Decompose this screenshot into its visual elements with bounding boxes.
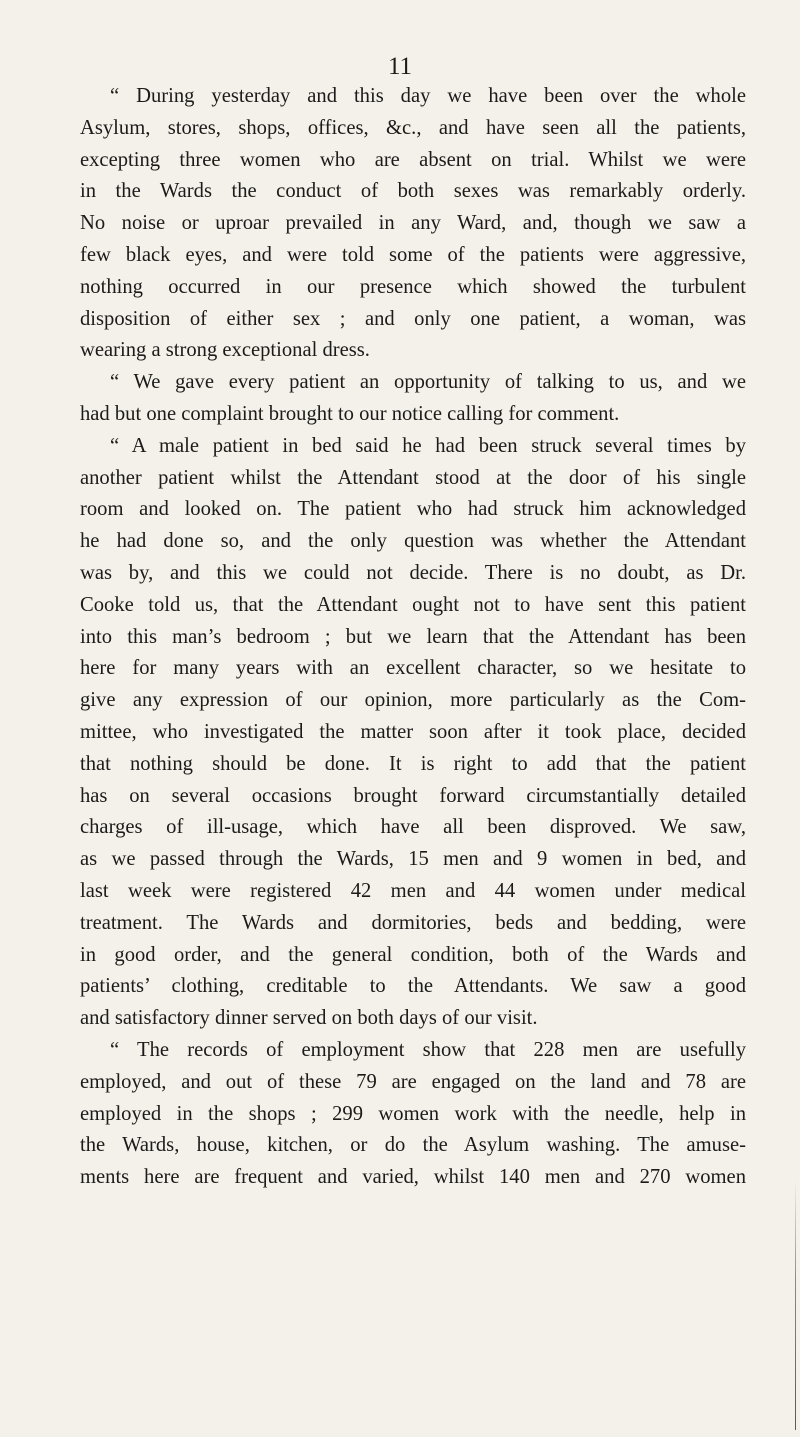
text-line: into this man’s bedroom ; but we learn that the Attendant has been (80, 625, 746, 648)
text-line: the Wards, house, kitchen, or do the Asylum washing. The amuse- (80, 1134, 746, 1157)
text-line: “ We gave every patient an opportunity of talking to us, and we (110, 371, 746, 394)
text-line: “ During yesterday and this day we have been over the whole (110, 85, 746, 107)
text-line: room and looked on. The patient who had struck him acknowledged (80, 498, 746, 521)
text-line: he had done so, and the only question was whether the Attendant (80, 530, 746, 553)
text-line: “ The records of employment show that 228 men are usefully (110, 1038, 746, 1061)
text-line: disposition of either sex ; and only one patient, a woman, was (80, 307, 746, 330)
body-text (80, 81, 746, 1194)
paragraph (80, 431, 746, 1035)
text-line: as we passed through the Wards, 15 men and 9 women in bed, and (80, 848, 746, 871)
text-line: here for many years with an excellent character, so we hesitate to (80, 657, 746, 680)
text-line: employed in the shops ; 299 women work with the needle, help in (80, 1102, 746, 1125)
text-line: ments here are frequent and varied, whilst 140 men and 270 women (80, 1166, 746, 1189)
page-number: 11 (387, 53, 413, 80)
text-line: Asylum, stores, shops, offices, &c., and have seen all the patients, (80, 116, 746, 139)
paragraph (80, 367, 746, 431)
text-line: Cooke told us, that the Attendant ought not to have sent this patient (80, 593, 746, 616)
text-line: was by, and this we could not decide. There is no doubt, as Dr. (80, 561, 746, 584)
text-line: excepting three women who are absent on trial. Whilst we were (80, 148, 746, 171)
text-line: charges of ill-usage, which have all been disproved. We saw, (80, 816, 746, 839)
text-line: that nothing should be done. It is right to add that the patient (80, 752, 746, 775)
text-line: last week were registered 42 men and 44 women under medical (80, 879, 746, 902)
text-line: and satisfactory dinner served on both days of our visit. (80, 1007, 538, 1030)
text-line: wearing a strong exceptional dress. (80, 339, 370, 362)
text-line: give any expression of our opinion, more particularly as the Com- (80, 689, 746, 712)
text-line: employed, and out of these 79 are engaged on the land and 78 are (80, 1070, 746, 1093)
scan-edge-shadow (795, 1180, 796, 1430)
text-line: nothing occurred in our presence which showed the turbulent (80, 275, 746, 298)
text-line: in the Wards the conduct of both sexes was remarkably orderly. (80, 180, 746, 203)
text-line: mittee, who investigated the matter soon after it took place, decided (80, 720, 746, 743)
paragraph (80, 1035, 746, 1194)
text-line: No noise or uproar prevailed in any Ward, and, though we saw a (80, 212, 746, 235)
text-line: another patient whilst the Attendant stood at the door of his single (80, 466, 746, 489)
text-line: has on several occasions brought forward circumstantially detailed (80, 784, 746, 807)
paragraph (80, 81, 746, 367)
text-line: had but one complaint brought to our notice calling for comment. (80, 402, 620, 425)
text-line: treatment. The Wards and dormitories, beds and bedding, were (80, 911, 746, 934)
text-line: patients’ clothing, creditable to the Attendants. We saw a good (80, 975, 746, 998)
text-line: in good order, and the general condition, both of the Wards and (80, 943, 746, 966)
text-line: few black eyes, and were told some of the patients were aggressive, (80, 243, 746, 266)
text-line: “ A male patient in bed said he had been struck several times by (110, 434, 746, 457)
